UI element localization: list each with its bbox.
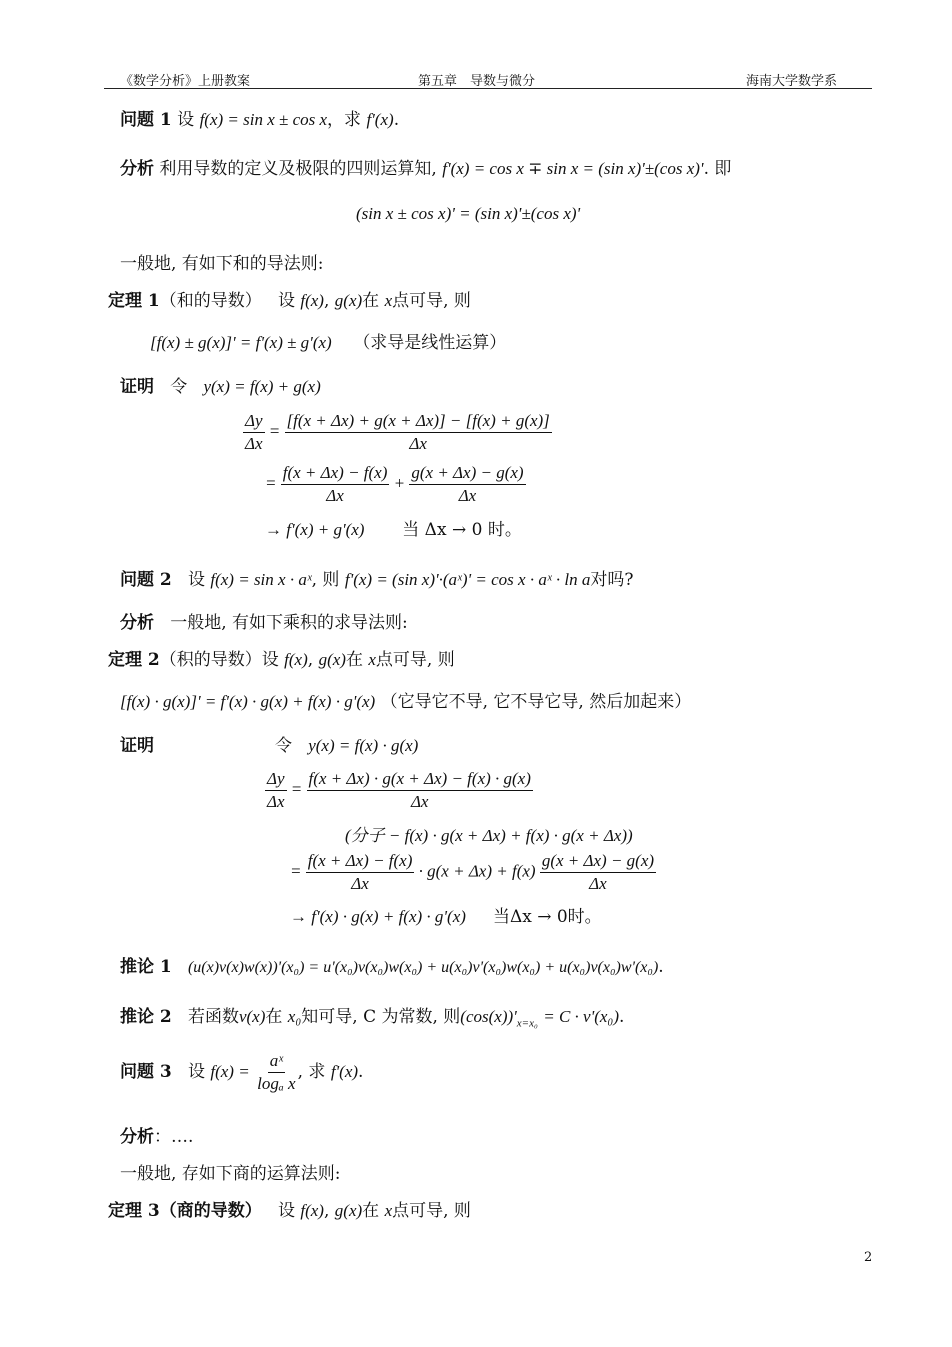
analysis-label: 分析	[120, 159, 154, 179]
header-left: 《数学分析》上册教案	[120, 74, 251, 89]
question-label: 问题 1	[120, 110, 172, 130]
formula: f'(x)	[366, 110, 394, 129]
theorem-2: 定理 2（积的导数）设 f(x), g(x)在 x点可导, 则	[108, 650, 455, 670]
theorem-2-formula: [f(x) · g(x)]' = f'(x) · g(x) + f(x) · g'(x) （它导它不导, 它不导它导, 然后加起来）	[120, 692, 692, 712]
proof-2-limit: → f'(x) · g(x) + f(x) · g'(x) 当Δx → 0时。	[290, 907, 602, 927]
corollary-label: 推论 1	[120, 957, 172, 977]
corollary-1: 推论 1 (u(x)v(x)w(x))'(x₀) = u'(x₀)v(x₀)w(x₀) + u(x₀)v'(x₀)w(x₀) + u(x₀)v(x₀)w'(x₀).	[120, 957, 664, 977]
header-right: 海南大学数学系	[746, 74, 838, 89]
paragraph: 一般地, 有如下和的导法则:	[120, 254, 324, 274]
analysis-label: 分析	[120, 613, 154, 633]
theorem-3: 定理 3（商的导数） 设 f(x), g(x)在 x点可导, 则	[108, 1201, 471, 1221]
theorem-label: 定理 1	[108, 291, 160, 311]
proof-label: 证明	[120, 377, 154, 397]
question-label: 问题 2	[120, 570, 172, 590]
proof-2-note: (分子 − f(x) · g(x + Δx) + f(x) · g(x + Δx))	[345, 826, 633, 845]
proof-2-line1: $\frac{\Delta y}{\Delta x}$ = $\frac{f(x + \Delta x) \cdot g(x + \Delta x) - f(x) \cdot g(x)}{\Delta x}$	[267, 769, 531, 811]
formula: f(x) = sin x ± cos x	[199, 110, 328, 129]
paragraph: 一般地, 存如下商的运算法则:	[120, 1164, 341, 1184]
theorem-1-formula: [f(x) ± g(x)]' = f'(x) ± g'(x) （求导是线性运算）	[150, 333, 507, 353]
proof-1-intro: 证明 令 y(x) = f(x) + g(x)	[120, 377, 321, 397]
proof-1-limit: → f'(x) + g'(x) 当 Δx → 0 时。	[265, 520, 522, 540]
question-label: 问题 3	[120, 1062, 172, 1082]
header-rule	[104, 88, 872, 89]
analysis-label: 分析	[120, 1127, 154, 1147]
corollary-2: 推论 2 若函数v(x)在 x₀知可导, C 为常数, 则$(\cos(x))'_{x=x_0} = C \cdot v'(x_0)$.	[120, 1007, 625, 1030]
question-2: 问题 2 设 f(x) = sin x · aˣ, 则 f'(x) = (sin x)'·(aˣ)' = cos x · aˣ · ln a对吗?	[120, 570, 634, 590]
question-3: 问题 3 设 f(x) = $\frac{\text{aˣ}}{\text{logₐ x}}$ , 求 f'(x).	[120, 1051, 364, 1093]
analysis-1: 分析 利用导数的定义及极限的四则运算知, f'(x) = cos x ∓ sin x = (sin x)'±(cos x)'. 即	[120, 159, 732, 179]
display-formula: (sin x ± cos x)' = (sin x)'±(cos x)'	[356, 204, 581, 223]
proof-1-line1: $\frac{\Delta y}{\Delta x}$ = $\frac{[f(x + \Delta x) + g(x + \Delta x)] - [f(x) + g(x)]}{\Delta x}$	[245, 411, 550, 453]
header-center: 第五章 导数与微分	[418, 74, 536, 89]
theorem-1: 定理 1（和的导数） 设 f(x), g(x)在 x点可导, 则	[108, 291, 471, 311]
corollary-label: 推论 2	[120, 1007, 172, 1027]
theorem-label: 定理 3	[108, 1201, 160, 1221]
proof-2-line2: = $\frac{f(x + \Delta x) - f(x)}{\Delta x}$ · g(x + Δx) + f(x) $\frac{g(x + \Delta x) - g(x)}{\Delta x}$	[290, 851, 655, 893]
theorem-label: 定理 2	[108, 650, 160, 670]
analysis-2: 分析 一般地, 有如下乘积的求导法则:	[120, 613, 408, 633]
proof-1-line2: = $\frac{f(x + \Delta x) - f(x)}{\Delta x}$ + $\frac{g(x + \Delta x) - g(x)}{\Delta x}$	[265, 463, 524, 505]
proof-label: 证明	[120, 736, 154, 756]
proof-2-intro	[120, 731, 154, 756]
formula: f'(x) = cos x ∓ sin x = (sin x)'±(cos x)'	[442, 159, 704, 178]
proof-2-def: 令 y(x) = f(x) · g(x)	[275, 736, 419, 756]
analysis-3: 分析：….	[120, 1127, 194, 1147]
page-number: 2	[864, 1250, 873, 1265]
question-1: 问题 1 设 f(x) = sin x ± cos x，求 f'(x).	[120, 110, 400, 130]
